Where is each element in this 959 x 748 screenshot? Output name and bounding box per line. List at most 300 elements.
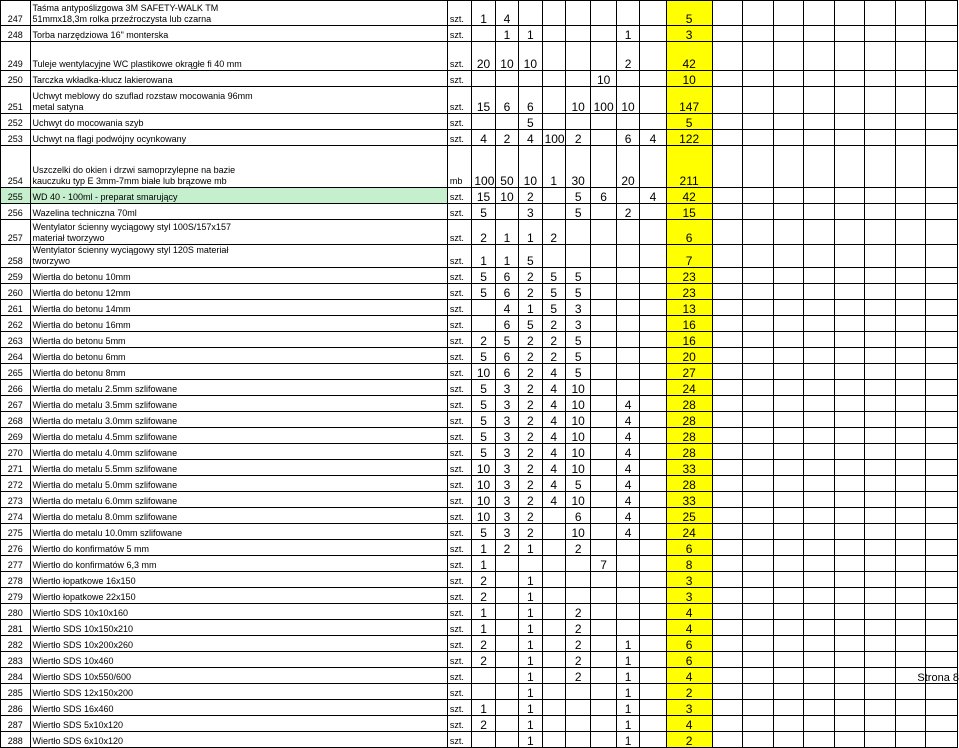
quantity-cell: [542, 26, 565, 42]
quantity-cell: 4: [640, 188, 666, 204]
empty-cell: [712, 71, 743, 87]
empty-cell: [712, 396, 743, 412]
empty-cell: [743, 71, 774, 87]
quantity-cell: 4: [616, 476, 639, 492]
empty-cell: [895, 604, 926, 620]
empty-cell: [712, 652, 743, 668]
quantity-cell: 5: [519, 245, 542, 268]
item-name: [30, 1, 447, 26]
empty-cell: [865, 428, 896, 444]
row-number: 277: [1, 556, 31, 572]
row-number: 275: [1, 524, 31, 540]
empty-cell: [926, 508, 958, 524]
empty-cell: [773, 492, 804, 508]
item-name-line: Wiertło SDS 10x150x210: [32, 624, 134, 634]
total-cell: 27: [666, 364, 712, 380]
quantity-cell: 1: [616, 716, 639, 732]
empty-cell: [804, 428, 835, 444]
item-name-line: Wiertło SDS 6x10x120: [32, 736, 124, 746]
table-row: [1, 444, 958, 460]
empty-cell: [773, 245, 804, 268]
empty-cell: [743, 348, 774, 364]
quantity-cell: 4: [542, 476, 565, 492]
empty-cell: [865, 396, 896, 412]
empty-cell: [926, 348, 958, 364]
empty-cell: [895, 204, 926, 220]
quantity-cell: [542, 204, 565, 220]
empty-cell: [926, 572, 958, 588]
quantity-cell: 10: [565, 444, 590, 460]
quantity-cell: [591, 732, 616, 748]
row-number: 287: [1, 716, 31, 732]
quantity-cell: [472, 114, 495, 130]
table-row: [1, 332, 958, 348]
item-name-line: Wiertła do metalu 3.0mm szlifowane: [32, 416, 178, 426]
empty-cell: [895, 71, 926, 87]
empty-cell: [773, 572, 804, 588]
quantity-cell: [495, 204, 518, 220]
empty-cell: [834, 540, 865, 556]
quantity-cell: [640, 268, 666, 284]
quantity-cell: [591, 652, 616, 668]
quantity-cell: 2: [519, 508, 542, 524]
row-number: 249: [1, 42, 31, 71]
empty-cell: [834, 332, 865, 348]
empty-cell: [895, 284, 926, 300]
unit: szt.: [447, 620, 471, 636]
quantity-cell: 5: [565, 364, 590, 380]
quantity-cell: [591, 620, 616, 636]
quantity-cell: [591, 524, 616, 540]
empty-cell: [865, 300, 896, 316]
item-name-line: Uszczelki do okien i drzwi samoprzylepne na bazie: [32, 165, 236, 175]
empty-cell: [804, 732, 835, 748]
table-row: [1, 268, 958, 284]
empty-cell: [926, 652, 958, 668]
quantity-cell: 10: [519, 146, 542, 188]
quantity-cell: 15: [472, 188, 495, 204]
empty-cell: [712, 146, 743, 188]
quantity-cell: 100: [542, 130, 565, 146]
empty-cell: [895, 684, 926, 700]
item-name: [30, 732, 447, 748]
empty-cell: [712, 604, 743, 620]
empty-cell: [743, 364, 774, 380]
table-row: [1, 636, 958, 652]
quantity-cell: [591, 364, 616, 380]
empty-cell: [926, 700, 958, 716]
quantity-cell: 6: [495, 268, 518, 284]
quantity-cell: [495, 620, 518, 636]
quantity-cell: 2: [472, 588, 495, 604]
quantity-cell: 1: [519, 700, 542, 716]
table-row: [1, 652, 958, 668]
table-row: [1, 204, 958, 220]
quantity-cell: 3: [495, 412, 518, 428]
quantity-cell: 3: [495, 428, 518, 444]
empty-cell: [865, 460, 896, 476]
quantity-cell: 10: [565, 396, 590, 412]
quantity-cell: 2: [519, 492, 542, 508]
unit: szt.: [447, 588, 471, 604]
empty-cell: [804, 444, 835, 460]
empty-cell: [895, 245, 926, 268]
quantity-cell: 2: [472, 220, 495, 245]
empty-cell: [865, 524, 896, 540]
quantity-cell: [591, 245, 616, 268]
empty-cell: [712, 284, 743, 300]
row-number: 260: [1, 284, 31, 300]
empty-cell: [743, 524, 774, 540]
empty-cell: [773, 1, 804, 26]
empty-cell: [865, 26, 896, 42]
quantity-cell: [640, 428, 666, 444]
row-number: 270: [1, 444, 31, 460]
quantity-cell: [616, 1, 639, 26]
empty-cell: [804, 284, 835, 300]
total-cell: 6: [666, 540, 712, 556]
row-number: 251: [1, 87, 31, 114]
quantity-cell: 1: [616, 636, 639, 652]
empty-cell: [712, 412, 743, 428]
quantity-cell: [616, 300, 639, 316]
quantity-cell: [565, 732, 590, 748]
item-name: [30, 348, 447, 364]
item-name-line: materiał tworzywo: [32, 233, 105, 243]
empty-cell: [865, 652, 896, 668]
empty-cell: [773, 396, 804, 412]
empty-cell: [926, 636, 958, 652]
empty-cell: [895, 732, 926, 748]
empty-cell: [865, 572, 896, 588]
empty-cell: [743, 332, 774, 348]
total-cell: 25: [666, 508, 712, 524]
empty-cell: [743, 684, 774, 700]
empty-cell: [834, 588, 865, 604]
empty-cell: [773, 556, 804, 572]
item-name-line: Wiertła do metalu 6.0mm szlifowane: [32, 496, 178, 506]
empty-cell: [773, 652, 804, 668]
quantity-cell: [565, 1, 590, 26]
empty-cell: [804, 146, 835, 188]
quantity-cell: [640, 460, 666, 476]
quantity-cell: [640, 684, 666, 700]
quantity-cell: [640, 444, 666, 460]
total-cell: 16: [666, 332, 712, 348]
empty-cell: [834, 146, 865, 188]
empty-cell: [804, 380, 835, 396]
empty-cell: [895, 332, 926, 348]
item-name: [30, 220, 447, 245]
quantity-cell: [591, 284, 616, 300]
quantity-cell: 5: [565, 284, 590, 300]
quantity-cell: 5: [472, 284, 495, 300]
unit: szt.: [447, 668, 471, 684]
empty-cell: [804, 492, 835, 508]
quantity-cell: [519, 1, 542, 26]
quantity-cell: [542, 524, 565, 540]
total-cell: 15: [666, 204, 712, 220]
quantity-cell: [565, 71, 590, 87]
quantity-cell: 1: [616, 732, 639, 748]
quantity-cell: [640, 732, 666, 748]
row-number: 283: [1, 652, 31, 668]
quantity-cell: 2: [616, 204, 639, 220]
total-cell: 5: [666, 114, 712, 130]
empty-cell: [804, 348, 835, 364]
quantity-cell: [616, 188, 639, 204]
unit: szt.: [447, 114, 471, 130]
quantity-cell: 3: [495, 524, 518, 540]
item-name-line: Wiertła do metalu 4.5mm szlifowane: [32, 432, 178, 442]
quantity-cell: 5: [519, 316, 542, 332]
empty-cell: [865, 556, 896, 572]
total-cell: 3: [666, 572, 712, 588]
table-row: [1, 572, 958, 588]
empty-cell: [743, 42, 774, 71]
empty-cell: [712, 684, 743, 700]
quantity-cell: 5: [472, 380, 495, 396]
item-name: [30, 284, 447, 300]
quantity-cell: [616, 220, 639, 245]
empty-cell: [926, 332, 958, 348]
row-number: 254: [1, 146, 31, 188]
item-name-line: Uchwyt meblowy do szuflad rozstaw mocowania 96mm: [32, 91, 253, 101]
empty-cell: [895, 524, 926, 540]
empty-cell: [712, 87, 743, 114]
quantity-cell: [542, 652, 565, 668]
empty-cell: [712, 556, 743, 572]
empty-cell: [773, 42, 804, 71]
quantity-cell: [640, 380, 666, 396]
quantity-cell: 2: [519, 188, 542, 204]
table-row: [1, 220, 958, 245]
empty-cell: [773, 588, 804, 604]
unit: szt.: [447, 476, 471, 492]
unit: szt.: [447, 684, 471, 700]
empty-cell: [926, 268, 958, 284]
quantity-cell: [640, 412, 666, 428]
empty-cell: [895, 508, 926, 524]
quantity-cell: 4: [616, 412, 639, 428]
quantity-cell: [495, 716, 518, 732]
empty-cell: [743, 620, 774, 636]
empty-cell: [743, 245, 774, 268]
total-cell: 28: [666, 428, 712, 444]
empty-cell: [773, 716, 804, 732]
table-row: [1, 284, 958, 300]
empty-cell: [743, 316, 774, 332]
quantity-cell: 4: [542, 492, 565, 508]
quantity-cell: 10: [565, 492, 590, 508]
empty-cell: [773, 332, 804, 348]
empty-cell: [712, 245, 743, 268]
item-name-line: Wiertła do metalu 2.5mm szlifowane: [32, 384, 178, 394]
quantity-cell: 3: [519, 204, 542, 220]
empty-cell: [743, 652, 774, 668]
quantity-cell: 4: [616, 444, 639, 460]
unit: szt.: [447, 652, 471, 668]
quantity-cell: 6: [495, 348, 518, 364]
quantity-cell: 5: [565, 188, 590, 204]
item-name-line: Wiertła do betonu 5mm: [32, 336, 126, 346]
empty-cell: [773, 380, 804, 396]
unit: szt.: [447, 492, 471, 508]
row-number: 247: [1, 1, 31, 26]
empty-cell: [895, 380, 926, 396]
row-number: 264: [1, 348, 31, 364]
item-name-line: Wiertło SDS 10x200x260: [32, 640, 134, 650]
item-name: [30, 316, 447, 332]
quantity-cell: 5: [519, 114, 542, 130]
empty-cell: [804, 268, 835, 284]
empty-cell: [712, 636, 743, 652]
item-name: [30, 684, 447, 700]
table-row: [1, 1, 958, 26]
item-name: [30, 332, 447, 348]
empty-cell: [926, 476, 958, 492]
empty-cell: [895, 26, 926, 42]
quantity-cell: [640, 332, 666, 348]
quantity-cell: [640, 604, 666, 620]
empty-cell: [895, 130, 926, 146]
quantity-cell: [640, 284, 666, 300]
empty-cell: [834, 604, 865, 620]
empty-cell: [834, 492, 865, 508]
quantity-cell: [640, 114, 666, 130]
item-name-line: Wentylator ścienny wyciągowy styl 100S/157x157: [32, 222, 231, 232]
quantity-cell: [472, 732, 495, 748]
quantity-cell: 1: [616, 26, 639, 42]
empty-cell: [834, 396, 865, 412]
empty-cell: [865, 588, 896, 604]
table-row: [1, 316, 958, 332]
quantity-cell: [519, 71, 542, 87]
quantity-cell: 6: [591, 188, 616, 204]
empty-cell: [834, 556, 865, 572]
empty-cell: [773, 204, 804, 220]
quantity-cell: [591, 444, 616, 460]
quantity-cell: [472, 71, 495, 87]
empty-cell: [895, 412, 926, 428]
quantity-cell: [616, 245, 639, 268]
unit: szt.: [447, 87, 471, 114]
quantity-cell: [616, 588, 639, 604]
quantity-cell: [495, 700, 518, 716]
total-cell: 23: [666, 268, 712, 284]
quantity-cell: [640, 572, 666, 588]
quantity-cell: 1: [472, 245, 495, 268]
row-number: 268: [1, 412, 31, 428]
unit: szt.: [447, 188, 471, 204]
item-name: [30, 572, 447, 588]
empty-cell: [895, 87, 926, 114]
empty-cell: [865, 114, 896, 130]
row-number: 262: [1, 316, 31, 332]
empty-cell: [895, 460, 926, 476]
empty-cell: [804, 316, 835, 332]
quantity-cell: 5: [565, 476, 590, 492]
empty-cell: [865, 204, 896, 220]
quantity-cell: 1: [472, 700, 495, 716]
empty-cell: [712, 300, 743, 316]
quantity-cell: [542, 71, 565, 87]
quantity-cell: 10: [472, 364, 495, 380]
quantity-cell: [591, 588, 616, 604]
empty-cell: [865, 42, 896, 71]
empty-cell: [804, 87, 835, 114]
table-row: [1, 732, 958, 748]
unit: szt.: [447, 268, 471, 284]
item-name-line: Wiertło SDS 5x10x120: [32, 720, 124, 730]
quantity-cell: 5: [472, 412, 495, 428]
quantity-cell: 10: [472, 508, 495, 524]
empty-cell: [926, 540, 958, 556]
empty-cell: [834, 428, 865, 444]
empty-cell: [895, 300, 926, 316]
table-row: [1, 114, 958, 130]
quantity-cell: 1: [519, 668, 542, 684]
total-cell: 24: [666, 380, 712, 396]
empty-cell: [926, 732, 958, 748]
quantity-cell: [640, 492, 666, 508]
empty-cell: [773, 316, 804, 332]
quantity-cell: [640, 146, 666, 188]
quantity-cell: [495, 588, 518, 604]
empty-cell: [712, 460, 743, 476]
empty-cell: [834, 620, 865, 636]
total-cell: 4: [666, 620, 712, 636]
quantity-cell: [591, 396, 616, 412]
empty-cell: [895, 220, 926, 245]
table-row: [1, 508, 958, 524]
empty-cell: [865, 364, 896, 380]
quantity-cell: 2: [472, 716, 495, 732]
quantity-cell: [542, 620, 565, 636]
item-name-line: Uchwyt na flagi podwójny ocynkowany: [32, 134, 187, 144]
quantity-cell: 2: [519, 284, 542, 300]
row-number: 252: [1, 114, 31, 130]
quantity-cell: 4: [616, 428, 639, 444]
quantity-cell: 1: [519, 620, 542, 636]
quantity-cell: [591, 114, 616, 130]
quantity-cell: [591, 508, 616, 524]
empty-cell: [834, 130, 865, 146]
total-cell: 33: [666, 492, 712, 508]
table-row: [1, 364, 958, 380]
row-number: 266: [1, 380, 31, 396]
empty-cell: [773, 428, 804, 444]
quantity-cell: 10: [495, 42, 518, 71]
quantity-cell: [591, 700, 616, 716]
row-number: 256: [1, 204, 31, 220]
empty-cell: [773, 700, 804, 716]
quantity-cell: 2: [519, 444, 542, 460]
quantity-cell: [495, 71, 518, 87]
quantity-cell: [640, 556, 666, 572]
quantity-cell: [591, 540, 616, 556]
item-name-line: Wiertła do metalu 10.0mm szlifowane: [32, 528, 183, 538]
quantity-cell: [616, 114, 639, 130]
quantity-cell: 3: [495, 492, 518, 508]
empty-cell: [804, 508, 835, 524]
quantity-cell: [591, 412, 616, 428]
quantity-cell: 3: [495, 396, 518, 412]
table-row: [1, 348, 958, 364]
empty-cell: [712, 508, 743, 524]
item-name-line: Wiertła do metalu 8.0mm szlifowane: [32, 512, 178, 522]
row-number: 269: [1, 428, 31, 444]
